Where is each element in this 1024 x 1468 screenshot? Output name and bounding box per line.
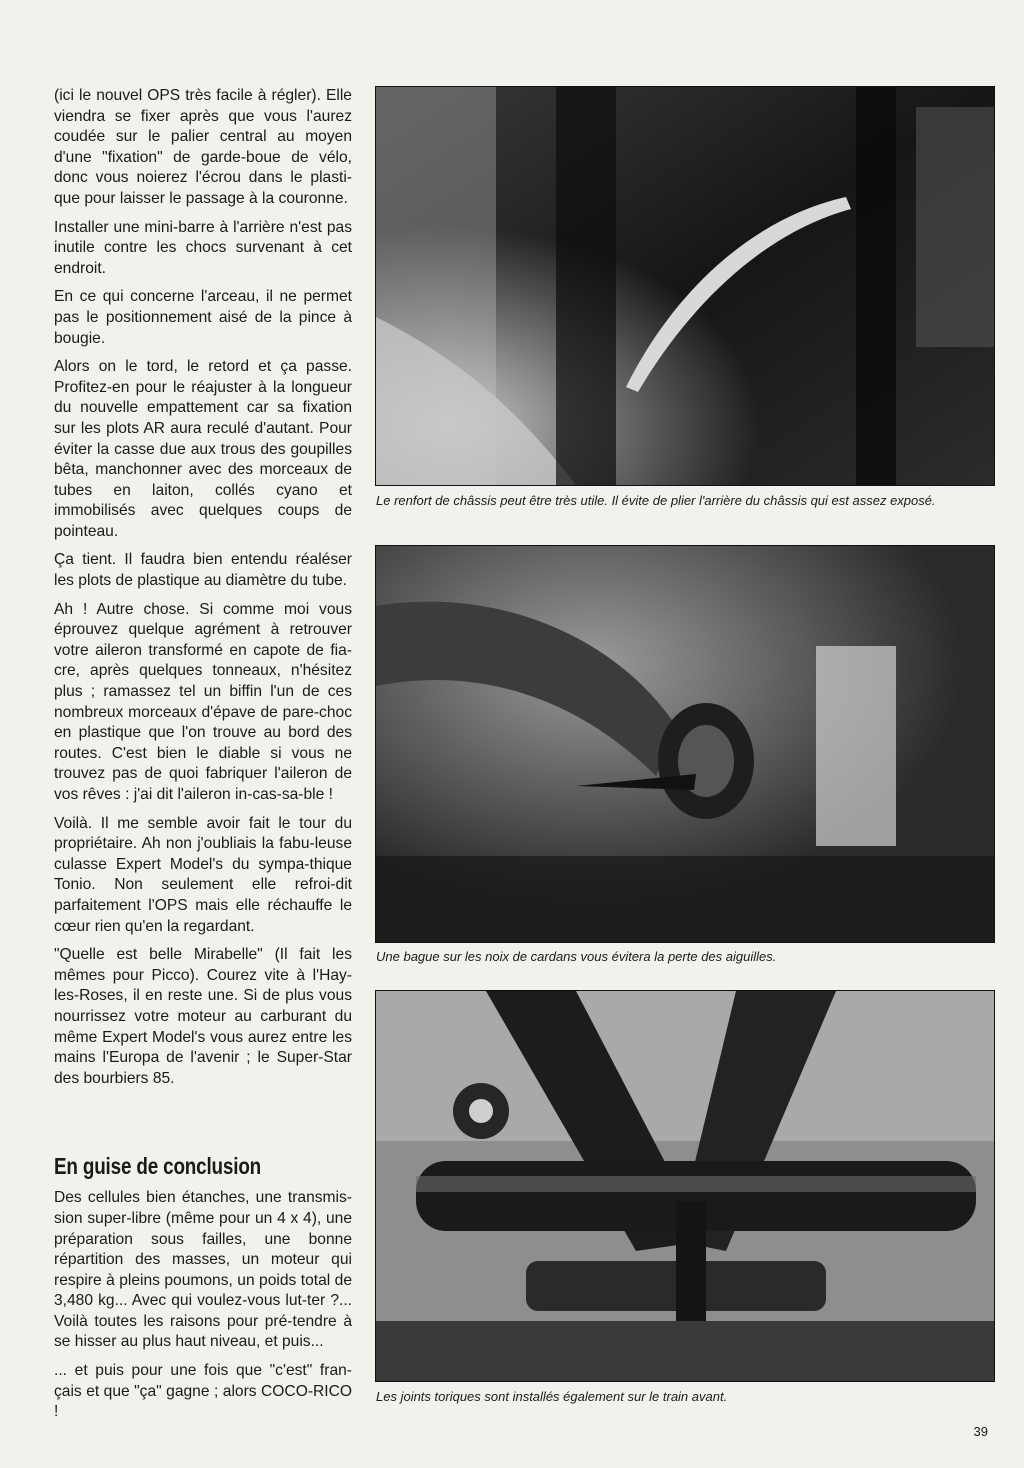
photo-cardan-ring: [375, 545, 995, 943]
page-number: 39: [973, 1424, 988, 1439]
article-paragraph: Alors on le tord, le retord et ça passe. Profitez-en pour le réajuster à la longueur du nouvelle empattement car sa fixation sur les plots AR aura reculé d'autant. Pour éviter la casse due aux trous des goupilles bêta, manchonner avec des morceaux de tubes en laiton, collés cyano et immobilisés avec quelques coups de pointeau.: [54, 358, 352, 540]
article-paragraph: Voilà. Il me semble avoir fait le tour du propriétaire. Ah non j'oubliais la fabu-leuse culasse Expert Model's du sympa-thique Tonio. Non seulement elle refroi-dit parfaitement l'OPS mais elle réchauffe le cœur rien qu'en la regardant.: [54, 814, 352, 935]
photo-caption: Une bague sur les noix de cardans vous évitera la perte des aiguilles.: [376, 949, 777, 964]
photo-front-axle-o-rings: [375, 990, 995, 1382]
article-paragraph: (ici le nouvel OPS très facile à régler). Elle viendra se fixer après que vous l'aurez coudée sur le palier central au moyen d'une "fixation" de garde-boue de vélo, donc vous noierez l'écrou dans le plasti-que pour laisser le passage à la couronne.: [54, 87, 352, 207]
photo-caption: Le renfort de châssis peut être très utile. Il évite de plier l'arrière du châssis qui est assez exposé.: [376, 493, 936, 508]
article-paragraph: Ah ! Autre chose. Si comme moi vous éprouvez quelque agrément à retrouver votre aileron transformé en capote de fia-cre, après quelques tonneaux, n'hésitez plus ; ramassez tel un biffin l'un de ces nombreux morceaux d'épave de pare-choc en plastique que l'on trouve au bord des routes. C'est bien le diable si vous ne trouvez pas de quoi fabriquer l'aileron de vos rêves : j'ai dit l'aileron in-cas-sa-ble !: [54, 600, 352, 803]
article-paragraph: "Quelle est belle Mirabelle" (Il fait les mêmes pour Picco). Courez vite à l'Hay-les-Roses, il en reste une. Si de plus vous nourrissez votre moteur au carburant du même Expert Model's vous aurez entre les mains l'Europa de l'avenir ; le Super-Star des bourbiers 85.: [54, 946, 352, 1087]
article-paragraph: En ce qui concerne l'arceau, il ne permet pas le positionnement aisé de la pince à bougie.: [54, 288, 352, 347]
photo-caption: Les joints toriques sont installés également sur le train avant.: [376, 1389, 728, 1404]
conclusion-paragraph: Des cellules bien étanches, une transmis-sion super-libre (même pour un 4 x 4), une préparation sous failles, une bonne répartition des masses, un moteur qui respire à pleins poumons, un poids total de 3,480 kg... Avec qui voulez-vous lut-ter ?... Voilà toutes les raisons pour pré-tendre à se hisser au plus haut niveau, et puis...: [54, 1189, 352, 1351]
conclusion-paragraph: ... et puis pour une fois que "c'est" fran-çais et que "ça" gagne ; alors COCO-RICO !: [54, 1362, 352, 1421]
article-paragraph: Installer une mini-barre à l'arrière n'est pas inutile contre les chocs survenant à cet endroit.: [54, 218, 352, 277]
photo-chassis-reinforcement: [375, 86, 995, 486]
article-left-column: [54, 86, 352, 1431]
section-heading: En guise de conclusion: [54, 1153, 262, 1180]
article-paragraph: Ça tient. Il faudra bien entendu réaléser les plots de plastique au diamètre du tube.: [54, 551, 352, 590]
